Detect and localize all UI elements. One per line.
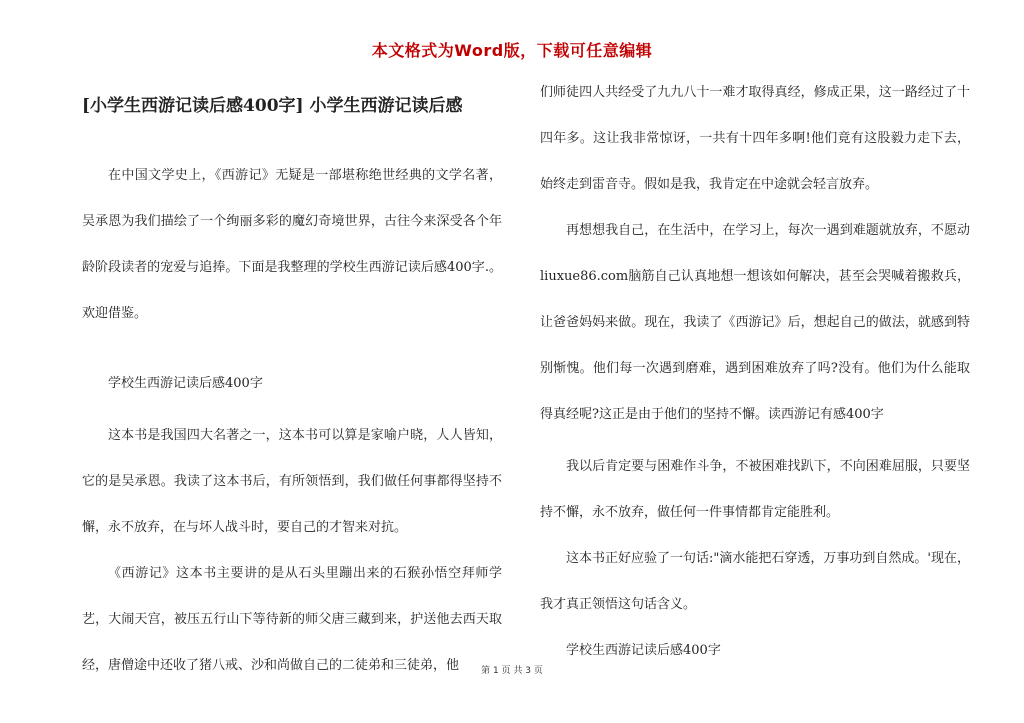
intro-paragraph: 在中国文学史上，《西游记》无疑是一部堪称绝世经典的文学名著，吴承恩为我们描绘了一个绚丽多彩的魔幻奇境世界，古往今来深受各个年龄阶段读者的宠爱与追捧。下面是我整理的学校生西游记读后感400字.。欢迎借鉴。 [82,168,502,321]
page-title: [小学生西游记读后感400字] 小学生西游记读后感 [82,96,463,116]
body-paragraph: 我以后肯定要与困难作斗争，不被困难找趴下，不向困难屈服，只要坚持不懈，永不放弃，做任何一件事情都肯定能胜利。 [540,459,970,520]
body-paragraph: 《西游记》这本书主要讲的是从石头里蹦出来的石猴孙悟空拜师学艺，大闹天宫，被压五行山下等待新的师父唐三藏到来，护送他去西天取经，唐僧途中还收了猪八戒、沙和尚做自己的二徒弟和三徒弟，他 [82,566,502,673]
section-heading: 学校生西游记读后感400字 [108,376,263,391]
right-column [540,70,970,674]
body-paragraph: 再想想我自己，在生活中，在学习上，每次一遇到难题就放弃，不愿动liuxue86.com脑筋自己认真地想一想该如何解决，甚至会哭喊着搬救兵，让爸爸妈妈来做。现在，我读了《西游记》后，想起自己的做法，就感到特别惭愧。他们每一次遇到磨难，遇到困难放弃了吗?没有。他们为什么能取得真经呢?这正是由于他们的坚持不懈。读西游记有感400字 [540,223,970,422]
section-heading: 学校生西游记读后感400字 [566,643,721,658]
body-paragraph: 们师徒四人共经受了九九八十一难才取得真经，修成正果，这一路经过了十四年多。这让我非常惊讶，一共有十四年多啊!他们竟有这股毅力走下去，始终走到雷音寺。假如是我，我肯定在中途就会轻言放弃。 [540,85,970,192]
page-number: 第 1 页 共 3 页 [481,666,543,676]
left-column [82,83,502,689]
word-format-banner: 本文格式为Word版，下载可任意编辑 [371,41,653,60]
body-paragraph: 这本书是我国四大名著之一，这本书可以算是家喻户晓，人人皆知，它的是吴承恩。我读了这本书后，有所领悟到，我们做任何事都得坚持不懈，永不放弃，在与坏人战斗时，要自己的才智来对抗。 [82,428,502,535]
body-paragraph: 这本书正好应验了一句话:"滴水能把石穿透，万事功到自然成。'现在，我才真正领悟这句话含义。 [540,551,970,612]
